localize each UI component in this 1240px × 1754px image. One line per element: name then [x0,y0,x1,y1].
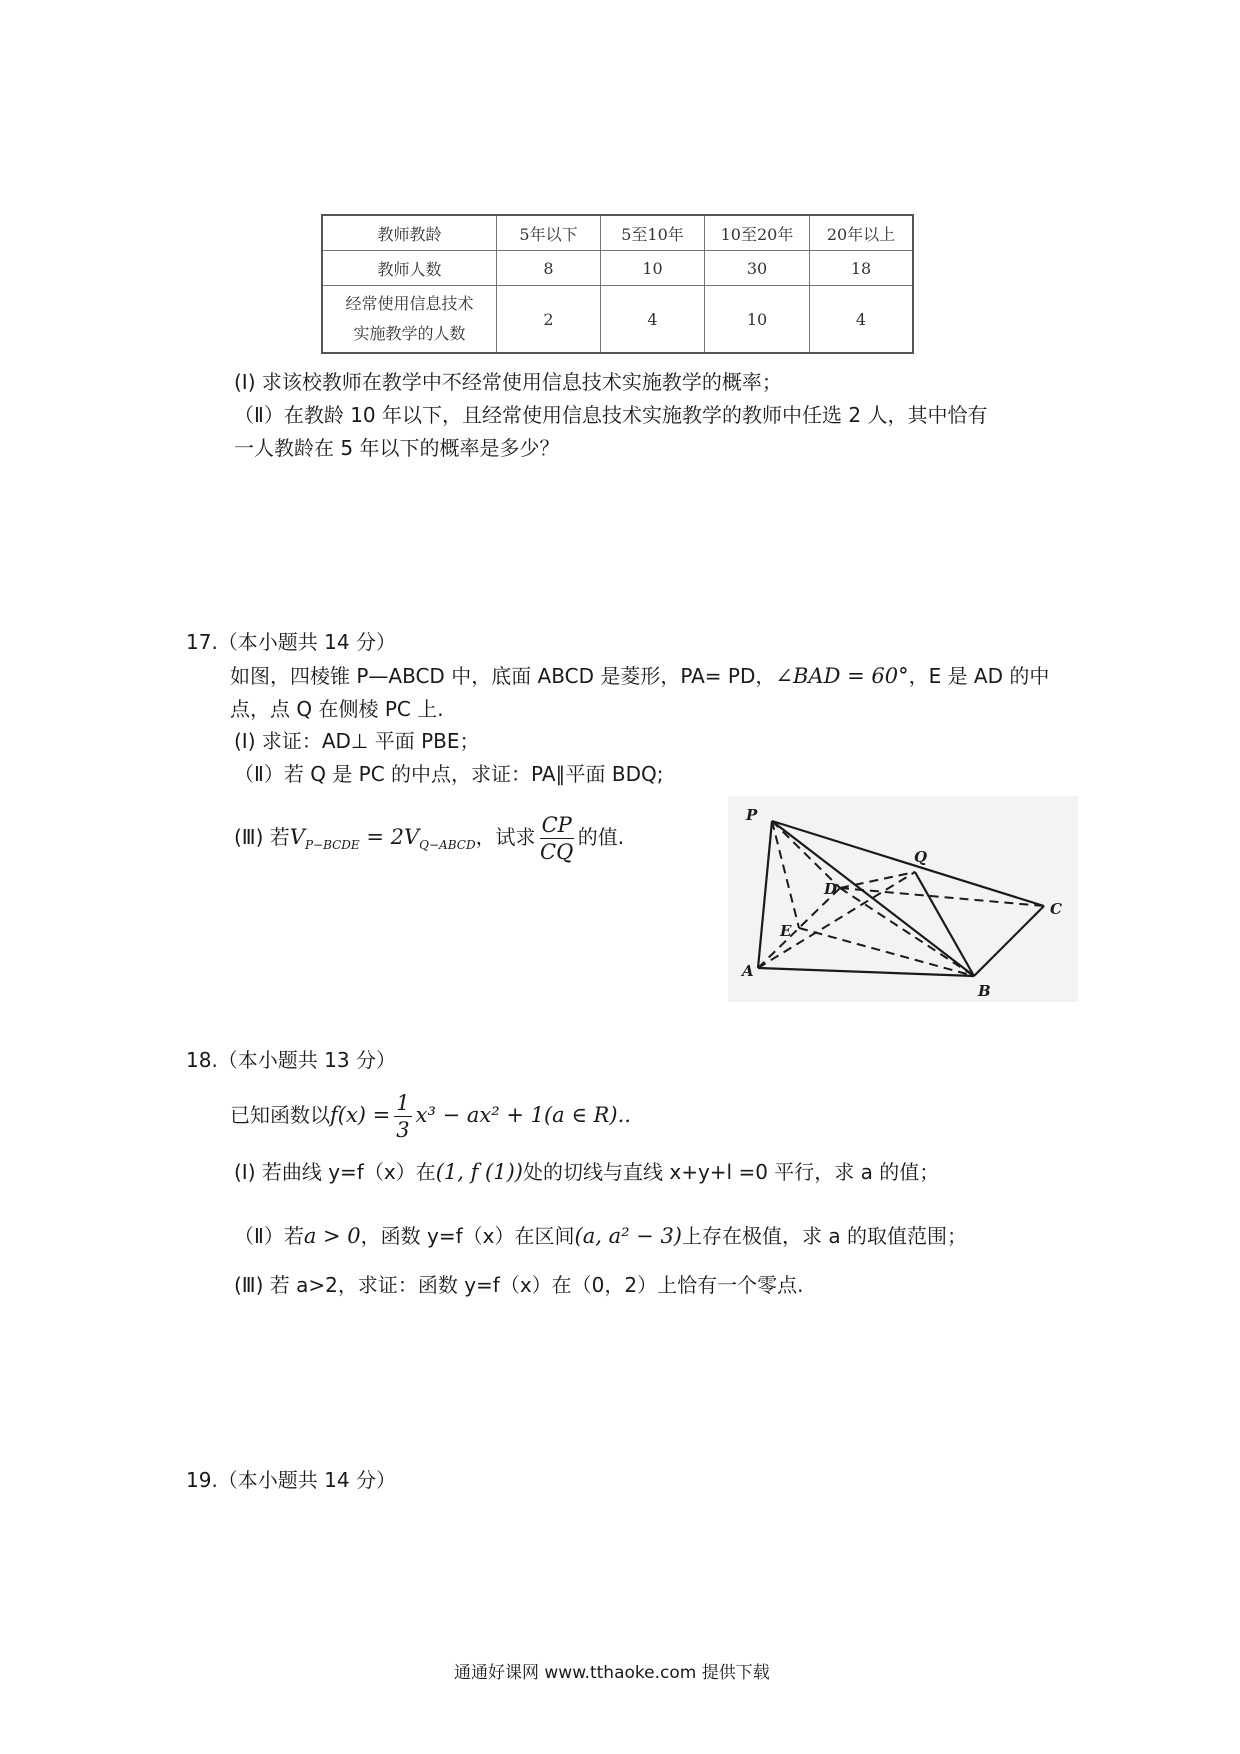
vertex-label-C: C [1050,900,1062,918]
table-header-cell: 10至20年 [705,215,810,251]
table-row [322,286,913,354]
q17-part3 [234,812,624,865]
vertex-label-E: E [780,922,792,940]
vertex-label-B: B [978,982,991,1000]
table-row-label [322,286,497,354]
table-cell: 4 [810,286,914,354]
table-header-cell: 5年以下 [497,215,601,251]
fraction-denominator: CQ [540,840,574,864]
part3-text: 的值. [577,825,625,849]
coefficient-fraction [394,1090,411,1143]
part3-text: ，试求 [475,825,536,849]
q19-title: 19.（本小题共 14 分） [186,1468,396,1492]
part3-text: (Ⅲ) 若 [234,825,290,849]
fraction-numerator: 1 [396,1091,410,1115]
stem-text: ，E 是 AD 的中 [908,664,1050,688]
table-cell: 18 [810,251,914,286]
q18-title: 18.（本小题共 13 分） [186,1048,396,1072]
vertex-label-Q: Q [914,848,928,866]
volume-formula [289,825,476,853]
volume-equals: = 2V [359,825,420,849]
q18-part1 [234,1158,939,1186]
q17-stem-line1 [230,662,1049,690]
q18-part3: (Ⅲ) 若 a>2，求证：函数 y=f（x）在（0，2）上恰有一个零点. [234,1273,804,1297]
fraction-denominator: 3 [396,1118,410,1142]
q16-part2-line1: （Ⅱ）在教龄 10 年以下，且经常使用信息技术实施教学的教师中任选 2 人，其中恰有 [234,403,988,427]
q18-stem [230,1090,631,1143]
table-row-label: 教师人数 [322,251,497,286]
function-name: f(x) = [330,1103,391,1127]
part1-text: (Ⅰ) 若曲线 y=f（x）在 [234,1160,436,1184]
table-header-cell: 20年以上 [810,215,914,251]
volume-subscript: P−BCDE [304,838,360,853]
part2-text: ，函数 y=f（x）在区间 [360,1224,575,1248]
part1-text: 处的切线与直线 x+y+l =0 平行，求 a 的值； [523,1160,940,1184]
fraction-numerator: CP [541,813,572,837]
table-row [322,251,913,286]
q17-stem-line2: 点，点 Q 在侧棱 PC 上. [230,697,444,721]
q17-part2: （Ⅱ）若 Q 是 PC 的中点，求证：PA∥平面 BDQ; [234,762,664,786]
part2-text: （Ⅱ）若 [234,1224,304,1248]
q18-part2 [234,1222,967,1250]
q17-part1: (Ⅰ) 求证：AD⊥ 平面 PBE； [234,729,480,753]
interval: (a, a² − 3) [574,1224,683,1248]
stem-text: 如图，四棱锥 P—ABCD 中，底面 ABCD 是菱形，PA= PD， [230,664,776,688]
table-cell: 30 [705,251,810,286]
table-cell: 10 [601,251,705,286]
label-line: 经常使用信息技术 [345,294,474,313]
table-cell: 10 [705,286,810,354]
pyramid-figure [728,796,1078,1002]
vertex-label-D: D [824,880,838,898]
part2-text: 上存在极值，求 a 的取值范围； [682,1224,967,1248]
table-header-cell: 教师教龄 [322,215,497,251]
stem-text: 已知函数以 [230,1103,330,1127]
q16-part2-line2: 一人教龄在 5 年以下的概率是多少？ [234,436,560,460]
vertex-label-A: A [742,962,754,980]
table-header-row [322,215,913,251]
table-cell: 8 [497,251,601,286]
tangent-point: (1, f (1)) [435,1160,523,1184]
q17-title: 17.（本小题共 14 分） [186,630,396,654]
vertex-label-P: P [746,806,758,824]
function-body: x³ − ax² + 1(a ∈ R).. [415,1103,631,1127]
table-cell: 2 [497,286,601,354]
table-cell: 4 [601,286,705,354]
volume-symbol: V [289,825,305,849]
q16-part1: (Ⅰ) 求该校教师在教学中不经常使用信息技术实施教学的概率； [234,370,782,394]
page-footer: 通通好课网 www.tthaoke.com 提供下载 [454,1663,770,1683]
condition: a > 0 [303,1224,361,1248]
ratio-fraction [540,812,574,865]
angle-formula: ∠BAD = 60° [775,664,909,688]
label-line: 实施教学的人数 [353,324,466,343]
teacher-stats-table [321,214,914,354]
table-header-cell: 5至10年 [601,215,705,251]
volume-subscript: Q−ABCD [419,838,476,853]
